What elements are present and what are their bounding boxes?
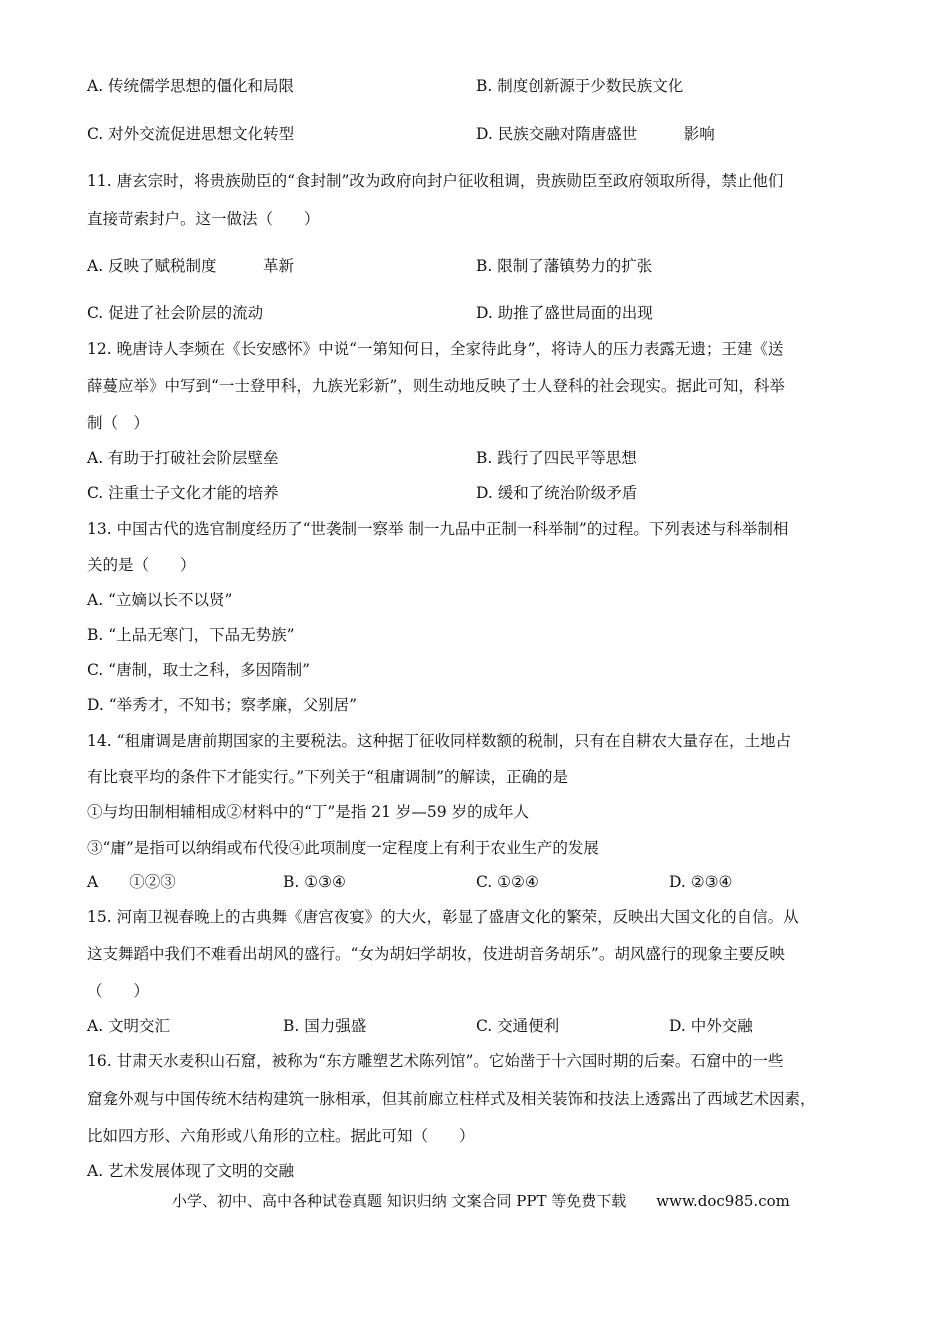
q16-stem-line3: 比如四方形、六角形或八角形的立柱。据此可知（ ） (87, 1127, 475, 1145)
q14-option-d: D. ②③④ (669, 873, 733, 891)
q14-statement-line2: ③“庸”是指可以纳绢或布代役④此项制度一定程度上有利于农业生产的发展 (87, 839, 599, 857)
q15-stem-line3: （ ） (87, 982, 150, 1000)
q11-option-a: A. 反映了赋税制度 革新 (87, 257, 295, 275)
q11-stem-line2: 直接苛索封户。这一做法（ ） (87, 210, 320, 228)
q15-option-c: C. 交通便利 (476, 1017, 560, 1035)
q11-option-b: B. 限制了藩镇势力的扩张 (476, 257, 653, 275)
q13-option-a: A. “立嫡以长不以贤” (87, 591, 233, 609)
q10-option-c: C. 对外交流促进思想文化转型 (87, 125, 295, 143)
q16-stem-line2: 窟龛外观与中国传统木结构建筑一脉相承，但其前廊立柱样式及相关装饰和技法上透露出了西域艺术因素， (87, 1090, 816, 1108)
q13-option-b: B. “上品无寒门，下品无势族” (87, 626, 295, 644)
q14-option-a: A ①②③ (87, 873, 176, 891)
q12-option-d: D. 缓和了统治阶级矛盾 (476, 484, 638, 502)
q16-option-a: A. 艺术发展体现了文明的交融 (87, 1162, 295, 1180)
q15-option-b: B. 国力强盛 (283, 1017, 367, 1035)
q12-option-c: C. 注重士子文化才能的培养 (87, 484, 279, 502)
q14-option-b: B. ①③④ (283, 873, 346, 891)
q12-stem-line1: 12. 晚唐诗人李频在《长安感怀》中说“一第知何日，全家待此身”，将诗人的压力表露无遗；王建《送 (87, 340, 784, 358)
q11-option-c: C. 促进了社会阶层的流动 (87, 304, 264, 322)
q12-option-b: B. 践行了四民平等思想 (476, 449, 637, 467)
page-footer: 小学、初中、高中各种试卷真题 知识归纳 文案合同 PPT 等免费下载 www.doc985.com (172, 1192, 790, 1210)
q11-stem-line1: 11. 唐玄宗时，将贵族勋臣的“食封制”改为政府向封户征收租调，贵族勋臣至政府领取所得，禁止他们 (87, 172, 784, 190)
q12-stem-line2: 薛蔓应举》中写到“一士登甲科，九族光彩新”，则生动地反映了士人登科的社会现实。据此可知，科举 (87, 377, 785, 395)
q10-option-a: A. 传统儒学思想的僵化和局限 (87, 77, 295, 95)
q14-statement-line1: ①与均田制相辅相成②材料中的“丁”是指 21 岁—59 岁的成年人 (87, 803, 530, 821)
q10-option-d: D. 民族交融对隋唐盛世 影响 (476, 125, 715, 143)
q15-stem-line2: 这支舞蹈中我们不难看出胡风的盛行。“女为胡妇学胡妆，伎进胡音务胡乐”。胡风盛行的现象主要反映 (87, 945, 785, 963)
q13-stem-line2: 关的是（ ） (87, 556, 196, 574)
q15-option-d: D. 中外交融 (669, 1017, 753, 1035)
q10-option-b: B. 制度创新源于少数民族文化 (476, 77, 684, 95)
q15-stem-line1: 15. 河南卫视春晚上的古典舞《唐宫夜宴》的大火，彰显了盛唐文化的繁荣，反映出大国文化的自信。从 (87, 908, 799, 926)
q11-option-d: D. 助推了盛世局面的出现 (476, 304, 653, 322)
q12-option-a: A. 有助于打破社会阶层壁垒 (87, 449, 279, 467)
q14-stem-line2: 有比衰平均的条件下才能实行。”下列关于“租庸调制”的解读，正确的是 (87, 768, 569, 786)
q14-stem-line1: 14. “租庸调是唐前期国家的主要税法。这种据丁征收同样数额的税制，只有在自耕农大量存在，土地占 (87, 732, 792, 750)
q13-option-d: D. “举秀才，不知书；察孝廉，父别居” (87, 696, 358, 714)
q13-stem-line1: 13. 中国古代的选官制度经历了“世袭制一察举 制一九品中正制一科举制”的过程。下列表述与科举制相 (87, 520, 789, 538)
q15-option-a: A. 文明交汇 (87, 1017, 171, 1035)
q13-option-c: C. “唐制，取士之科，多因隋制” (87, 661, 311, 679)
q16-stem-line1: 16. 甘肃天水麦积山石窟，被称为“东方雕塑艺术陈列馆”。它始凿于十六国时期的后秦。石窟中的一些 (87, 1052, 784, 1070)
q12-stem-line3: 制（ ） (87, 414, 150, 432)
q14-option-c: C. ①②④ (476, 873, 539, 891)
